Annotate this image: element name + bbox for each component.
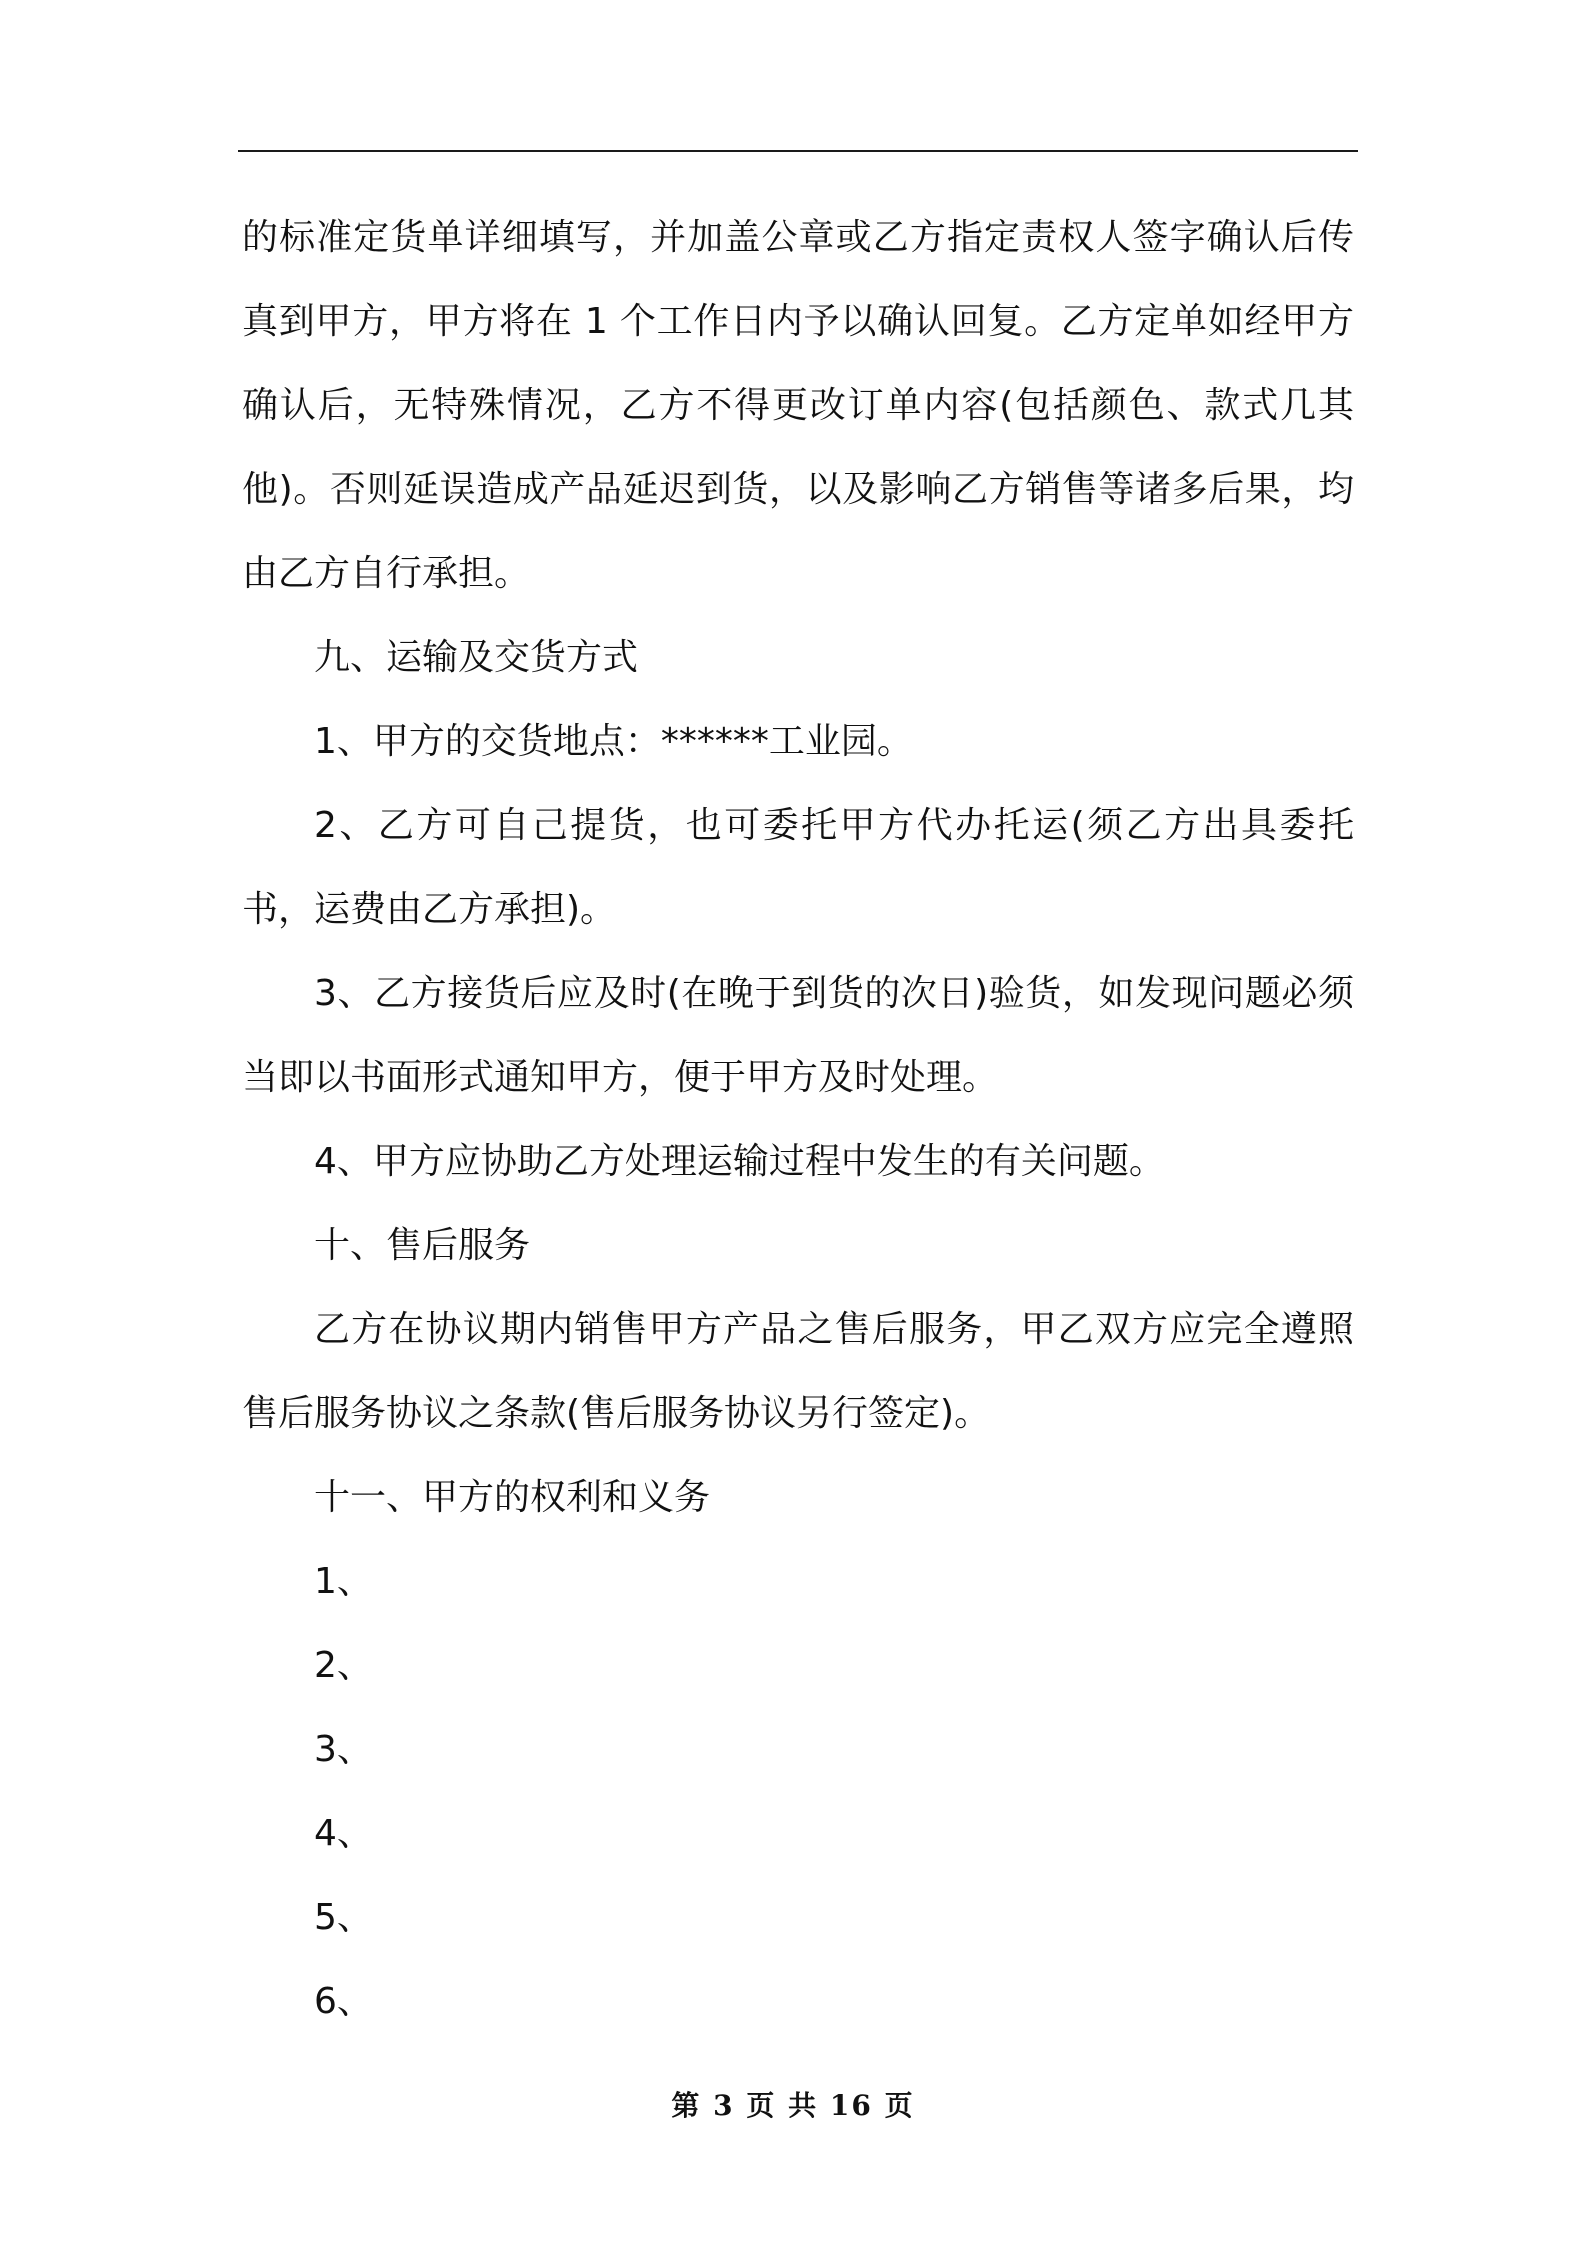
section-heading-party-a-rights: 十一、甲方的权利和义务 (314, 1477, 711, 1518)
list-item: 6、 (314, 1981, 373, 2022)
header-rule (238, 150, 1358, 152)
section-heading-transport: 九、运输及交货方式 (314, 637, 639, 678)
list-item: 1、甲方的交货地点：******工业园。 (314, 721, 913, 762)
list-item: 5、 (314, 1897, 373, 1938)
list-item: 1、 (314, 1561, 373, 1602)
page-number-footer: 第 3 页 共 16 页 (671, 2089, 915, 2122)
list-item: 2、 (314, 1645, 373, 1686)
section-heading-after-sales: 十、售后服务 (314, 1225, 531, 1266)
paragraph-after-sales: 乙方在协议期内销售甲方产品之售后服务，甲乙双方应完全遵照售后服务协议之条款(售后服务协议另行签定)。 (242, 1309, 1354, 1434)
paragraph-ordering-terms: 的标准定货单详细填写，并加盖公章或乙方指定责权人签字确认后传真到甲方，甲方将在 1 个工作日内予以确认回复。乙方定单如经甲方确认后，无特殊情况，乙方不得更改订单内容(包括颜色、款式几其他)。否则延误造成产品延迟到货，以及影响乙方销售等诸多后果，均由乙方自行承担。 (242, 217, 1354, 594)
document-body (242, 196, 1354, 2044)
list-item: 4、 (314, 1813, 373, 1854)
list-item: 2、乙方可自己提货，也可委托甲方代办托运(须乙方出具委托书，运费由乙方承担)。 (242, 805, 1354, 930)
list-item: 3、乙方接货后应及时(在晚于到货的次日)验货，如发现问题必须当即以书面形式通知甲方，便于甲方及时处理。 (242, 973, 1354, 1098)
list-item: 3、 (314, 1729, 373, 1770)
list-item: 4、甲方应协助乙方处理运输过程中发生的有关问题。 (314, 1141, 1165, 1182)
